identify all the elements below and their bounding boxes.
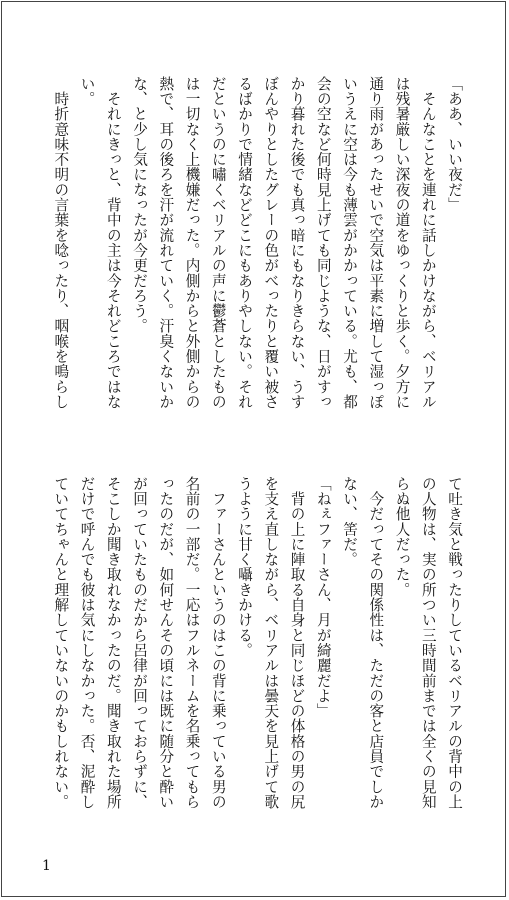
text-line: ていてちゃんと理解していないのかもしれない。: [52, 476, 70, 810]
bottom-text-block: [50, 476, 470, 846]
text-line: ったのだが、如何せんその頃には既に随分と酔い: [157, 476, 175, 810]
text-line: 今だってその関係性は、ただの客と店員でしか: [367, 476, 385, 810]
text-line: かり暮れた後でも真っ暗にもなりきらない、うす: [288, 76, 306, 410]
text-line: が回っていたものだから呂律が回っておらずに、: [131, 476, 148, 810]
text-line: ぼんやりとしたグレーの色がべったりと覆い被さ: [262, 76, 280, 410]
text-line: 会の空など何時見上げても同じような、日がすっ: [314, 76, 332, 410]
text-line: て吐き気と戦ったりしているベリアルの背中の上: [446, 476, 463, 810]
text-line: の人物は、実の所つい三時間前までは全くの見知: [419, 476, 437, 810]
text-line: だけで呼んでも彼は気にしなかった。否、泥酔し: [78, 476, 96, 810]
text-line: いうえに空は今も薄雲がかかっている。尤も、都: [341, 76, 358, 410]
text-line: 時折意味不明の言葉を唸ったり、咽喉を鳴らし: [52, 76, 70, 410]
text-line: ファーさんというのはこの背に乗っている男の: [209, 476, 227, 810]
text-line: それにきっと、背中の主は今それどころではな: [104, 76, 122, 410]
text-line: ない、筈だ。: [341, 476, 358, 567]
text-line: らぬ他人だった。: [393, 476, 411, 598]
text-line: 通り雨があったせいで空気は平素に増して湿っぽ: [367, 76, 385, 410]
text-line: うように甘く囁きかける。: [236, 476, 253, 658]
text-line: そんなことを連れに話しかけながら、ベリアル: [419, 76, 437, 410]
text-line: な、と少し気になったが今更だろう。: [131, 76, 148, 334]
text-line: を支え直しながら、ベリアルは曇天を見上げて歌: [262, 476, 280, 810]
text-line: 熱で、耳の後ろを汗が流れていく。汗臭くないか: [157, 76, 175, 410]
text-line: だというのに嘯くベリアルの声に鬱蒼としたもの: [209, 76, 227, 410]
text-line: そこしか聞き取れなかったのだ。聞き取れた場所: [104, 476, 122, 810]
text-line: 「ああ、いい夜だ」: [446, 76, 463, 213]
text-line: るばかりで情緒などどこにもありやしない。それ: [236, 76, 253, 410]
text-line: 「ねぇファーさん、月が綺麗だよ」: [314, 476, 332, 719]
text-line: い。: [78, 76, 96, 107]
top-text-block: [50, 76, 470, 454]
text-line: は一切なく上機嫌だった。内側からと外側からの: [183, 76, 201, 410]
text-line: 名前の一部だ。一応はフルネームを名乗ってもら: [183, 476, 201, 810]
text-line: は残暑厳しい深夜の道をゆっくりと歩く。夕方に: [393, 76, 411, 410]
page-number: 1: [42, 858, 51, 874]
text-line: 背の上に陣取る自身と同じほどの体格の男の尻: [288, 476, 306, 810]
